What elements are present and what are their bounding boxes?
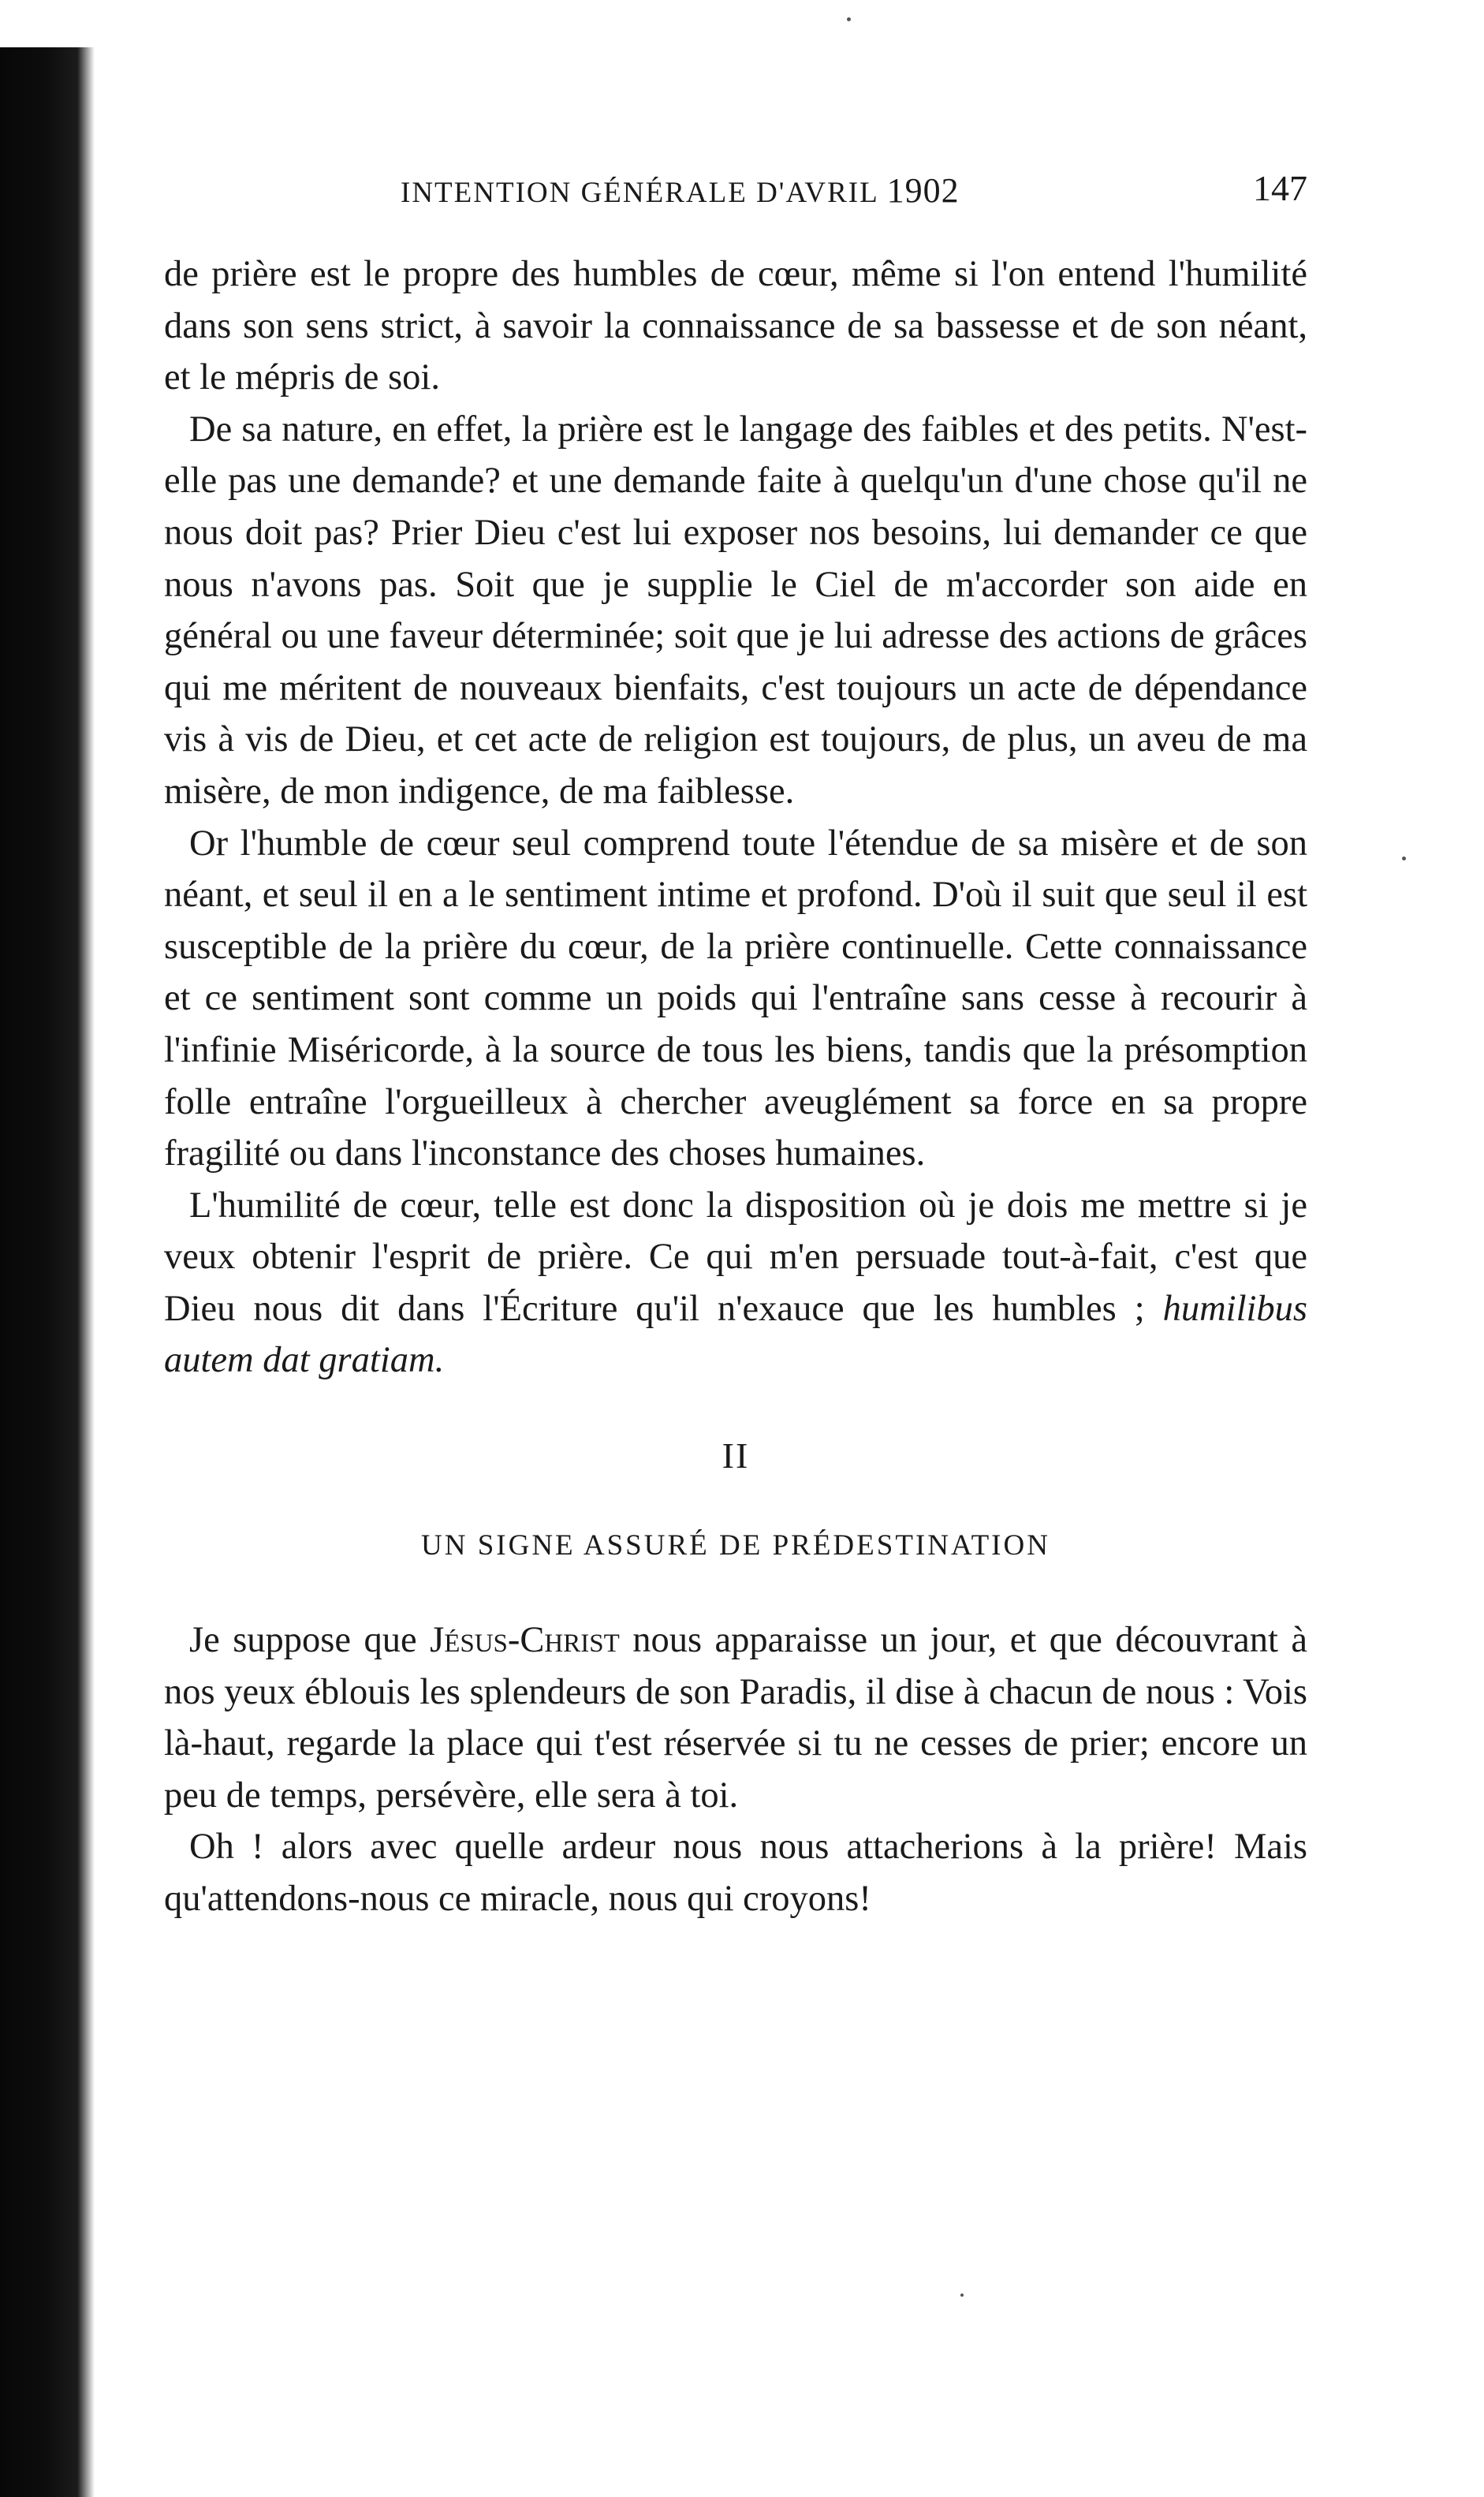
running-head	[164, 166, 1307, 221]
paragraph-humility-text: L'humilité de cœur, telle est donc la disposition où je dois me mettre si je veux obtenir l'esprit de prière. Ce qui m'en persuade tout-à-fait, c'est que Dieu nous dit dans l'Écriture qu'il n'exauce que les humbles ;	[164, 1185, 1307, 1329]
running-title	[401, 170, 960, 211]
page-number: 147	[1253, 168, 1307, 208]
section-number: II	[721, 1435, 750, 1476]
paragraph-nature-of-prayer: De sa nature, en effet, la prière est le langage des faibles et des petits. N'est-elle pas une demande? et une demande faite à quelqu'un d'une chose qu'il ne nous doit pas? Prier Dieu c'est lui exposer nos besoins, lui demander ce que nous n'avons pas. Soit que je supplie le Ciel de m'accorder son aide en général ou une faveur déterminée; soit que je lui adresse des actions de grâces qui me méritent de nouveaux bienfaits, c'est toujours un acte de dépendance vis à vis de Dieu, et cet acte de religion est toujours, de plus, un aveu de ma misère, de mon indigence, de ma faiblesse.	[164, 409, 1307, 812]
paragraph-jesus-after: nous apparaisse un jour, et que découvrant à nos yeux éblouis les splendeurs de son Paradis, il dise à chacun de nous : Vois là-haut, regarde la place qui t'est réservée si tu ne cesses de prier; encore un peu de temps, persévère, elle sera à toi.	[164, 1620, 1308, 1816]
running-title-year: 1902	[886, 171, 960, 210]
scan-speck	[1402, 857, 1406, 860]
scan-speck	[847, 17, 851, 21]
name-jesus-christ: Jésus-Christ	[430, 1620, 620, 1661]
paragraph-continuation: de prière est le propre des humbles de cœur, même si l'on entend l'humilité dans son sens strict, à savoir la connaissance de sa bassesse et de son néant, et le mépris de soi.	[164, 254, 1307, 398]
binding-edge	[0, 47, 95, 2497]
paragraph-humble-of-heart: Or l'humble de cœur seul comprend toute l'étendue de sa misère et de son néant, et seul il en a le sentiment intime et profond. D'où il suit que seul il est susceptible de la prière du cœur, de la prière continuelle. Cette connaissance et ce sentiment sont comme un poids qui l'entraîne sans cesse à recourir à l'infinie Miséricorde, à la source de tous les biens, tandis que la présomption folle entraîne l'orgueilleux à chercher aveuglément sa force en sa propre fragilité ou dans l'inconstance des choses humaines.	[164, 823, 1307, 1174]
paragraph-ardeur: Oh ! alors avec quelle ardeur nous nous attacherions à la prière! Mais qu'attendons-nous ce miracle, nous qui croyons!	[164, 1827, 1307, 1920]
section-body-text	[164, 1614, 1307, 1925]
paragraph-jesus-christ	[164, 1614, 1307, 1821]
paragraph-humility-disposition	[164, 1180, 1307, 1387]
latin-quote: humilibus autem dat gratiam.	[164, 1288, 1308, 1381]
running-title-text: INTENTION GÉNÉRALE D'AVRIL	[401, 177, 878, 209]
paragraph-jesus-before: Je suppose que	[189, 1620, 417, 1661]
body-text	[164, 248, 1307, 1387]
scan-speck	[960, 2294, 964, 2297]
book-page	[164, 166, 1307, 1925]
section-title: UN SIGNE ASSURÉ DE PRÉDESTINATION	[421, 1529, 1050, 1562]
